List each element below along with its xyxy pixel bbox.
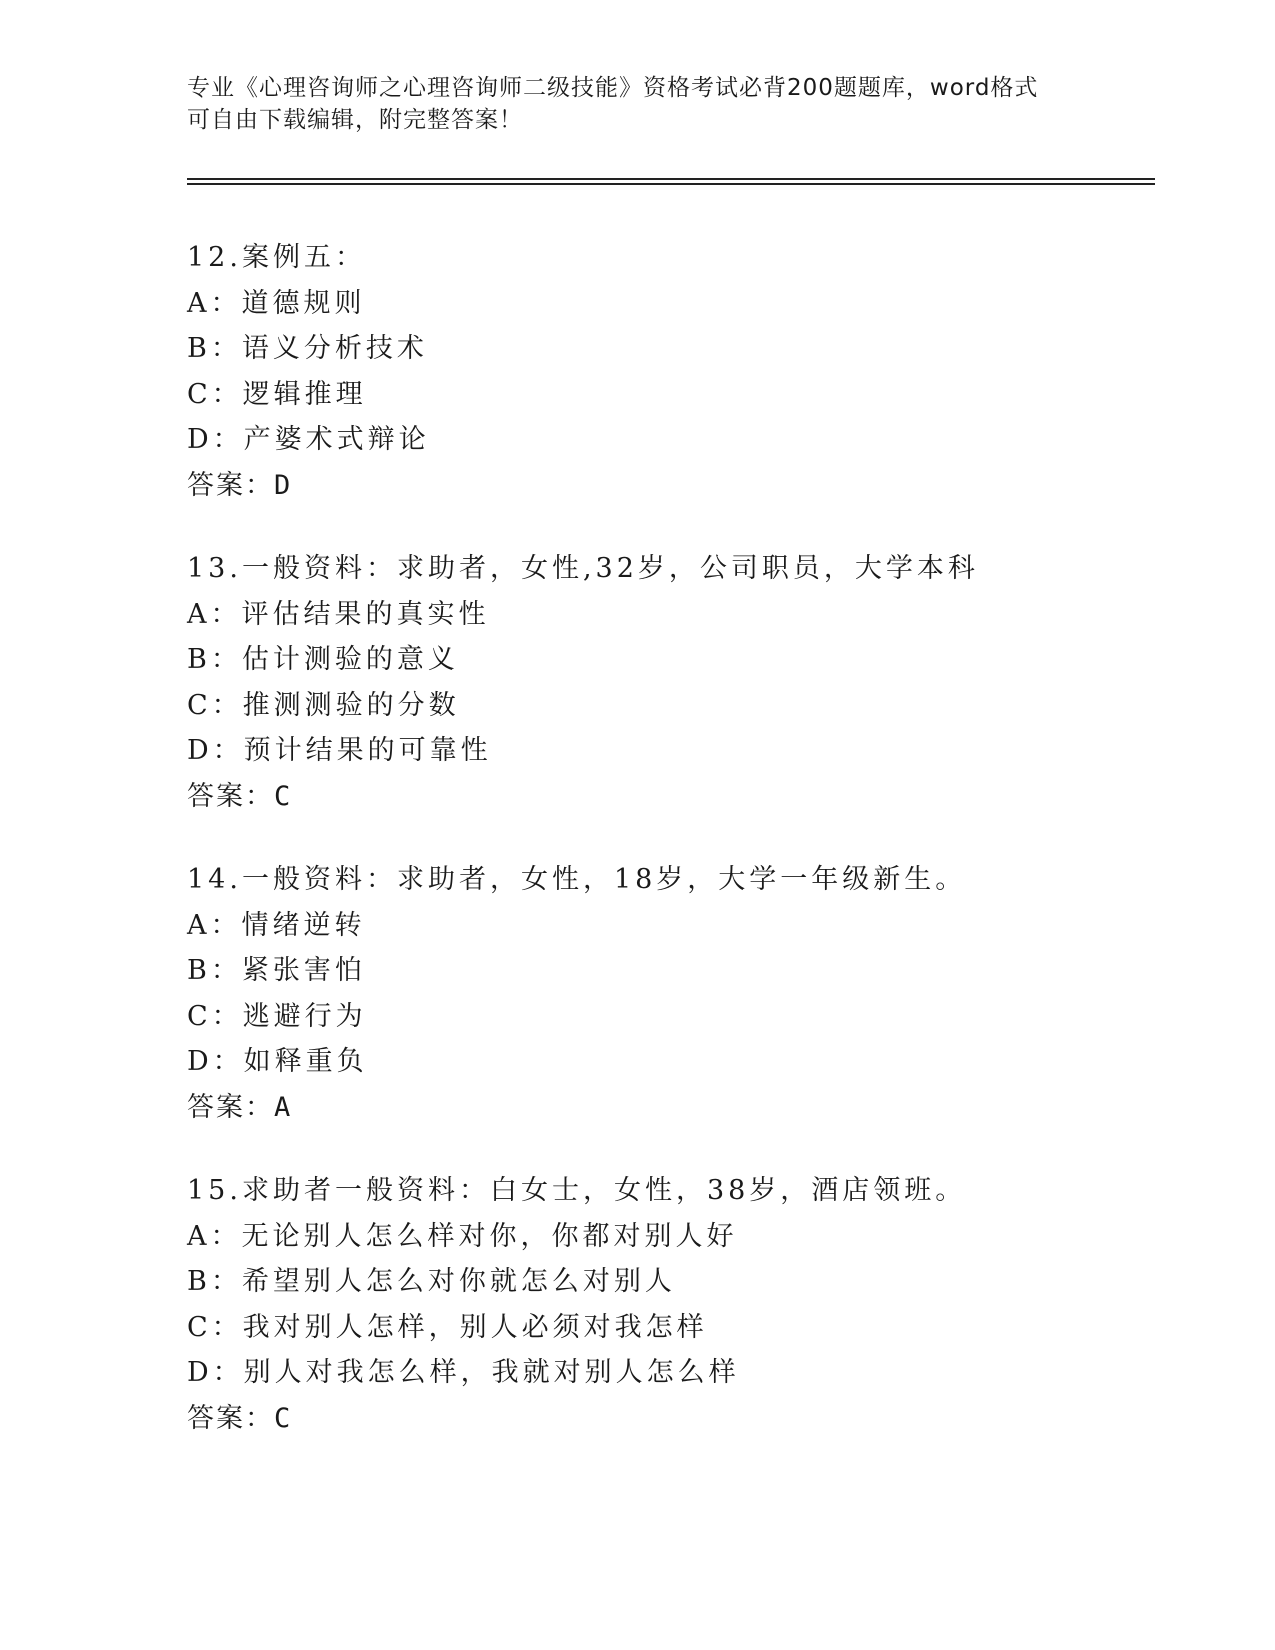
option-b: B：紧张害怕 (187, 955, 366, 986)
question-block-15 (187, 1168, 1147, 1441)
answer-label: 答案： (187, 1091, 274, 1123)
option-c: C：推测测验的分数 (187, 689, 460, 721)
answer-line (187, 1085, 1147, 1131)
option-d: D：产婆术式辩论 (187, 424, 430, 455)
header-divider-top (187, 178, 1155, 180)
option-b: B：估计测验的意义 (187, 644, 459, 675)
answer-value: A (274, 1091, 291, 1123)
document-header (187, 72, 1087, 136)
answer-line (187, 463, 1147, 509)
option-b: B：希望别人怎么对你就怎么对别人 (187, 1266, 676, 1297)
question-stem: 13.一般资料：求助者，女性,32岁，公司职员，大学本科 (187, 553, 979, 584)
answer-label: 答案： (187, 780, 274, 812)
option-d: D：如释重负 (187, 1046, 368, 1077)
option-d: D：别人对我怎么样，我就对别人怎么样 (187, 1357, 740, 1388)
question-block-12 (187, 235, 1147, 508)
header-title-line-2: 可自由下载编辑，附完整答案！ (187, 107, 523, 133)
question-stem: 14.一般资料：求助者，女性，18岁，大学一年级新生。 (187, 864, 967, 895)
answer-value: D (274, 469, 291, 501)
answer-line (187, 774, 1147, 820)
header-divider-bottom (187, 183, 1155, 185)
option-c: C：逃避行为 (187, 1000, 367, 1032)
answer-label: 答案： (187, 1402, 274, 1434)
question-stem: 15.求助者一般资料：白女士，女性，38岁，酒店领班。 (187, 1175, 967, 1206)
option-c: C：逻辑推理 (187, 378, 367, 410)
header-title-line-1: 专业《心理咨询师之心理咨询师二级技能》资格考试必背200题题库，word格式 (187, 75, 1039, 101)
answer-line (187, 1396, 1147, 1442)
option-d: D：预计结果的可靠性 (187, 735, 492, 766)
question-list (187, 235, 1147, 1479)
option-a: A：无论别人怎么样对你，你都对别人好 (187, 1220, 738, 1252)
question-block-14 (187, 857, 1147, 1130)
answer-label: 答案： (187, 469, 274, 501)
answer-value: C (274, 780, 291, 812)
option-b: B：语义分析技术 (187, 333, 428, 364)
option-a: A：情绪逆转 (187, 909, 366, 941)
question-stem: 12.案例五： (187, 242, 366, 273)
answer-value: C (274, 1402, 291, 1434)
question-block-13 (187, 546, 1147, 819)
option-a: A：道德规则 (187, 287, 366, 319)
option-c: C：我对别人怎样，别人必须对我怎样 (187, 1311, 708, 1343)
option-a: A：评估结果的真实性 (187, 598, 490, 630)
